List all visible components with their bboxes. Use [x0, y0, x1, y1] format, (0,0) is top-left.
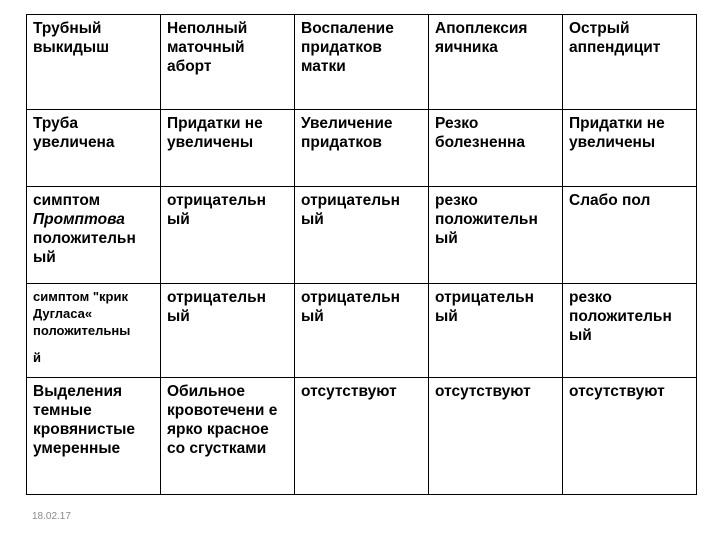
table-cell: отрицательн ый	[161, 284, 295, 378]
table-cell: отрицательн ый	[295, 187, 429, 284]
symptom-suffix: положительн ый	[33, 230, 136, 266]
footer-date: 18.02.17	[32, 511, 71, 522]
table-cell: отсутствуют	[295, 378, 429, 495]
table-cell: Обильное кровотечени е ярко красное со сгустками	[161, 378, 295, 495]
table-row-douglas-sign	[27, 284, 697, 378]
table-cell: Слабо пол	[563, 187, 697, 284]
table-cell: отрицательн ый	[161, 187, 295, 284]
symptom-name-italic: Промптова	[33, 211, 125, 228]
table-row-promptov-sign	[27, 187, 697, 284]
table-cell: Придатки не увеличены	[563, 110, 697, 187]
table-cell: Острый аппендицит	[563, 15, 697, 110]
table-cell: Апоплексия яичника	[429, 15, 563, 110]
table-row-header	[27, 15, 697, 110]
table-cell: Воспаление придатков матки	[295, 15, 429, 110]
table-cell	[27, 187, 161, 284]
differential-diagnosis-table	[26, 14, 697, 495]
table-cell: отсутствуют	[563, 378, 697, 495]
table-cell: Трубный выкидыш	[27, 15, 161, 110]
douglas-sign-line-2: й	[33, 350, 41, 365]
symptom-prefix: симптом	[33, 192, 101, 209]
table-cell: Труба увеличена	[27, 110, 161, 187]
table-cell: Неполный маточный аборт	[161, 15, 295, 110]
table-cell: Придатки не увеличены	[161, 110, 295, 187]
douglas-sign-line-1: симптом "крик Дугласа« положительны	[33, 289, 131, 338]
table-cell	[27, 284, 161, 378]
table-cell: резко положительн ый	[429, 187, 563, 284]
table-cell: Выделения темные кровянистые умеренные	[27, 378, 161, 495]
table-cell: отрицательн ый	[295, 284, 429, 378]
table-cell: отрицательн ый	[429, 284, 563, 378]
table-row-discharge	[27, 378, 697, 495]
table-cell: отсутствуют	[429, 378, 563, 495]
table-cell: Увеличение придатков	[295, 110, 429, 187]
table-cell: Резко болезненна	[429, 110, 563, 187]
table-cell: резко положительн ый	[563, 284, 697, 378]
table-row-appendages	[27, 110, 697, 187]
